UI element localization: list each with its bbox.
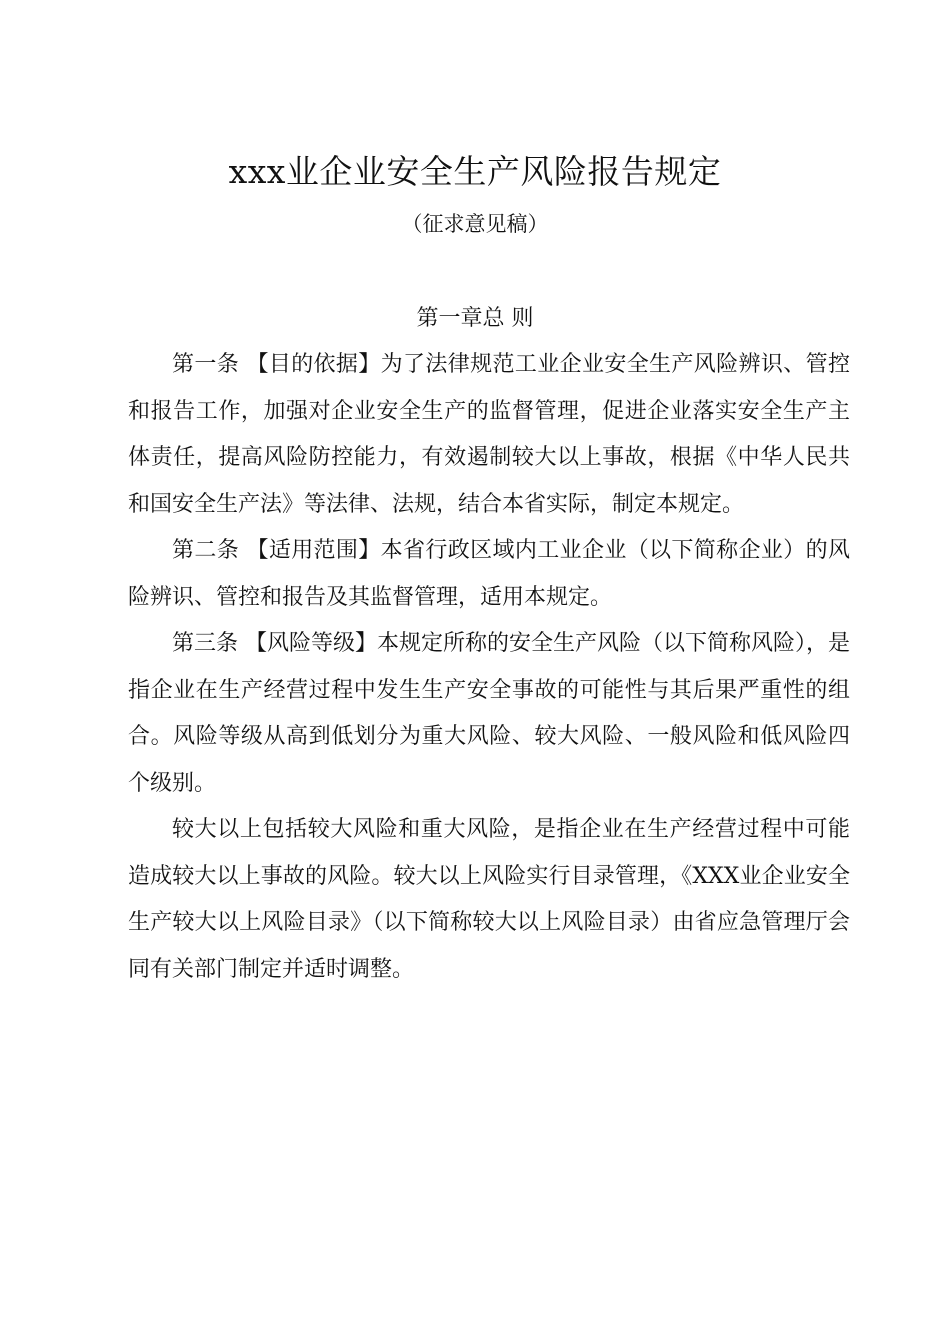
document-title: xxx业企业安全生产风险报告规定 (228, 152, 722, 191)
chapter-heading: 第一章总 则 (416, 306, 534, 331)
paragraph-article-3-continued: 较大以上包括较大风险和重大风险，是指企业在生产经营过程中可能造成较大以上事故的风险。较大以上风险实行目录管理，《XXX业企业安全生产较大以上风险目录》（以下简称较大以上风险目录）由省应急管理厅会同有关部门制定并适时调整。 (128, 817, 850, 982)
paragraph-article-1: 第一条 【目的依据】为了法律规范工业企业安全生产风险辨识、管控和报告工作，加强对企业安全生产的监督管理，促进企业落实安全生产主体责任，提高风险防控能力，有效遏制较大以上事故，根据《中华人民共和国安全生产法》等法律、法规，结合本省实际，制定本规定。 (128, 352, 850, 517)
paragraph-article-2: 第二条 【适用范围】本省行政区域内工业企业（以下简称企业）的风险辨识、管控和报告及其监督管理，适用本规定。 (128, 538, 850, 610)
document-body (128, 342, 850, 993)
paragraph-article-3: 第三条 【风险等级】本规定所称的安全生产风险（以下简称风险），是指企业在生产经营过程中发生生产安全事故的可能性与其后果严重性的组合。风险等级从高到低划分为重大风险、较大风险、一般风险和低风险四个级别。 (128, 631, 850, 796)
document-subtitle: （征求意见稿） (401, 212, 549, 236)
